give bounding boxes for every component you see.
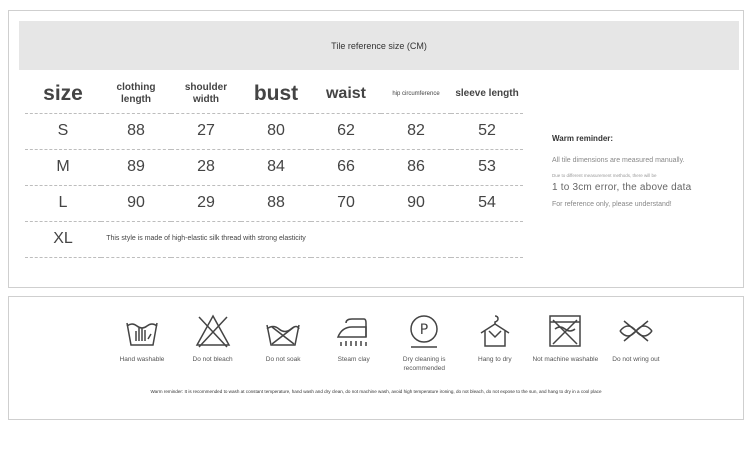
care-item <box>109 311 175 386</box>
table-cell: 88 <box>127 122 145 139</box>
no-wring-icon <box>616 311 656 351</box>
header-hip-circumference: hip circumference <box>392 90 440 97</box>
no-soak-icon <box>263 311 303 351</box>
reminder-line: Due to different measurement methods, there will be <box>552 173 657 178</box>
header-size: size <box>43 81 83 105</box>
care-item <box>462 311 528 386</box>
care-item <box>603 311 669 386</box>
table-cell: 29 <box>197 194 215 211</box>
table-cell: 70 <box>337 194 355 211</box>
warm-reminder <box>552 134 742 208</box>
care-item <box>391 311 457 386</box>
table-cell: 54 <box>478 194 496 211</box>
table-cell: 52 <box>478 122 496 139</box>
table-header-row <box>25 75 523 113</box>
hand-wash-icon <box>122 311 162 351</box>
care-item <box>250 311 316 386</box>
care-label: Dry cleaning is recommended <box>402 356 446 372</box>
size-table <box>25 75 523 258</box>
table-cell: 88 <box>267 194 285 211</box>
no-machine-wash-icon <box>545 311 585 351</box>
care-label: Not machine washable <box>532 356 599 363</box>
reminder-line: All tile dimensions are measured manually. <box>552 157 685 164</box>
size-chart-panel <box>8 10 744 288</box>
reminder-title: Warm reminder: <box>552 134 614 143</box>
header-waist: waist <box>325 84 366 102</box>
size-label: S <box>57 122 69 139</box>
care-icons-row <box>109 311 669 386</box>
table-cell: 27 <box>197 122 215 139</box>
no-bleach-icon <box>193 311 233 351</box>
care-label: Hand washable <box>119 356 165 363</box>
reminder-line: For reference only, please understand! <box>552 201 672 208</box>
table-row <box>25 113 523 149</box>
care-item <box>321 311 387 386</box>
header-bust: bust <box>253 81 299 105</box>
care-label: Do not wring out <box>612 356 660 363</box>
care-label: Do not soak <box>265 356 301 363</box>
care-reminder-note: Warm reminder: It is recommended to wash at constant temperature, hand wash and dry clean, do not machine wash, avoid high temperature ironing, do not bleach, do not expose to the sun, and hang to dry in a cool place <box>150 389 602 394</box>
steam-iron-icon <box>334 311 374 351</box>
table-cell: 82 <box>407 122 425 139</box>
reminder-line: 1 to 3cm error, the above data <box>552 182 692 193</box>
table-cell: 62 <box>337 122 355 139</box>
dry-clean-icon <box>404 311 444 351</box>
table-cell: 80 <box>267 122 285 139</box>
care-label: Do not bleach <box>192 356 233 363</box>
size-label: L <box>58 194 68 211</box>
header-shoulder-width: shoulder width <box>184 81 228 105</box>
table-cell: 66 <box>337 158 355 175</box>
table-row <box>25 185 523 221</box>
svg-text:P: P <box>420 322 429 338</box>
table-cell: 89 <box>127 158 145 175</box>
care-label: Hang to dry <box>478 356 512 363</box>
header-sleeve-length: sleeve length <box>455 87 519 99</box>
size-chart-title: Tile reference size (CM) <box>19 21 739 70</box>
size-label: XL <box>53 230 73 247</box>
care-item <box>180 311 246 386</box>
fabric-note: This style is made of high-elastic silk thread with strong elasticity <box>106 235 306 242</box>
hang-dry-icon <box>475 311 515 351</box>
table-cell: 86 <box>407 158 425 175</box>
table-cell: 90 <box>407 194 425 211</box>
table-row <box>25 149 523 185</box>
header-clothing-length: clothing length <box>116 81 156 105</box>
care-label: Steam clay <box>337 356 370 363</box>
table-cell: 90 <box>127 194 145 211</box>
table-cell: 84 <box>267 158 285 175</box>
care-instructions-panel <box>8 296 744 420</box>
table-row <box>25 221 523 257</box>
table-cell: 28 <box>197 158 215 175</box>
table-cell: 53 <box>478 158 496 175</box>
care-item <box>532 311 598 386</box>
size-label: M <box>56 158 70 175</box>
